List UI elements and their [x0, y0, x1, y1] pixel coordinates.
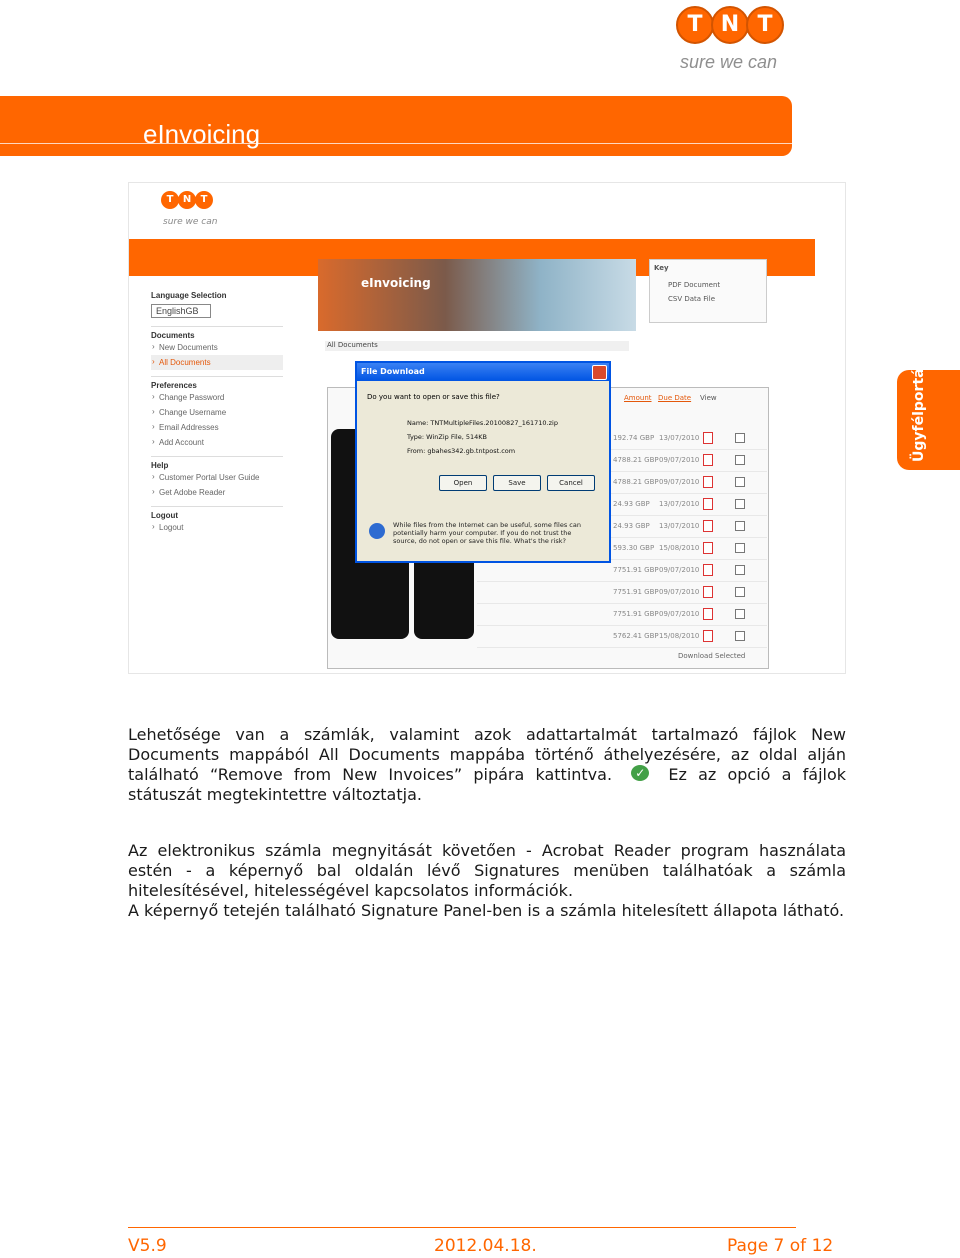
key-heading: Key	[654, 264, 669, 272]
all-documents-label: All Documents	[325, 341, 629, 351]
nav-item-change-username[interactable]: › Change Username	[151, 405, 283, 420]
row-amount-date: 7751.91 GBP	[613, 588, 659, 596]
row-due-date: 09/07/2010	[659, 478, 700, 486]
nav-item-logout[interactable]: › Logout	[151, 520, 283, 535]
dialog-file-from: From: gbahes342.gb.tntpost.com	[407, 447, 516, 455]
row-due-date: 09/07/2010	[659, 610, 700, 618]
footer-divider	[128, 1227, 796, 1228]
row-due-date: 09/07/2010	[659, 566, 700, 574]
row-amount-date: 7751.91 GBP	[613, 610, 659, 618]
pdf-icon[interactable]	[703, 498, 713, 510]
dialog-question: Do you want to open or save this file?	[367, 393, 500, 401]
file-download-dialog	[355, 361, 611, 563]
row-amount-date: 5762.41 GBP	[613, 632, 659, 640]
logo-letter: T	[676, 6, 714, 44]
row-checkbox[interactable]	[735, 455, 745, 465]
nav-item-user-guide[interactable]: › Customer Portal User Guide	[151, 470, 283, 485]
dialog-title: File Download	[357, 363, 609, 381]
nav-item-email-addresses[interactable]: › Email Addresses	[151, 420, 283, 435]
row-due-date: 13/07/2010	[659, 434, 700, 442]
screenshot-banner-title: eInvoicing	[361, 276, 431, 290]
close-icon[interactable]	[592, 365, 607, 380]
pdf-icon[interactable]	[703, 520, 713, 532]
row-due-date: 13/07/2010	[659, 522, 700, 530]
paragraph-remove-from-new	[128, 725, 846, 805]
nav-item-change-password[interactable]: › Change Password	[151, 390, 283, 405]
row-amount-date: 4788.21 GBP	[613, 456, 659, 464]
cancel-button[interactable]: Cancel	[547, 475, 595, 491]
row-due-date: 13/07/2010	[659, 500, 700, 508]
paragraph-text: Ez az opció a fájlok státuszát megtekintettre változtatja.	[128, 765, 847, 804]
nav-heading: Language Selection	[151, 291, 227, 300]
nav-item-adobe-reader[interactable]: › Get Adobe Reader	[151, 485, 283, 500]
row-due-date: 09/07/2010	[659, 456, 700, 464]
row-checkbox[interactable]	[735, 499, 745, 509]
logo-letter: T	[161, 191, 179, 209]
row-amount-date: 4788.21 GBP	[613, 478, 659, 486]
row-checkbox[interactable]	[735, 609, 745, 619]
row-checkbox[interactable]	[735, 587, 745, 597]
save-button[interactable]: Save	[493, 475, 541, 491]
screenshot-sidebar	[151, 287, 283, 535]
logo-letter: T	[195, 191, 213, 209]
pdf-icon[interactable]	[703, 476, 713, 488]
row-amount-date: 192.74 GBP	[613, 434, 655, 442]
embedded-screenshot	[128, 182, 846, 674]
footer-version: V5.9	[128, 1236, 167, 1256]
key-item-pdf: PDF Document	[668, 281, 721, 289]
row-due-date: 15/08/2010	[659, 632, 700, 640]
pdf-icon[interactable]	[703, 432, 713, 444]
nav-item-new-documents[interactable]: › New Documents	[151, 340, 283, 355]
header-band	[0, 96, 792, 156]
column-header-due-date[interactable]: Due Date	[658, 394, 692, 402]
pdf-icon[interactable]	[703, 542, 713, 554]
row-checkbox[interactable]	[735, 521, 745, 531]
pdf-icon[interactable]	[703, 608, 713, 620]
logo-letter: T	[746, 6, 784, 44]
row-amount-date: 24.93 GBP	[613, 500, 650, 508]
table-row	[477, 581, 767, 604]
dialog-warning: While files from the Internet can be useful, some files can potentially harm your computer. If you do not trust the source, do not open or save this file. What's the risk?	[393, 521, 581, 545]
dialog-file-type: Type: WinZip File, 514KB	[407, 433, 487, 441]
row-checkbox[interactable]	[735, 565, 745, 575]
row-amount-date: 593.30 GBP	[613, 544, 655, 552]
side-tab-label: Ügyfélportál	[911, 363, 927, 462]
language-select[interactable]: EnglishGB	[151, 304, 211, 318]
pdf-icon[interactable]	[703, 454, 713, 466]
nav-heading: Preferences	[151, 376, 283, 390]
side-tab[interactable]	[897, 363, 960, 470]
dialog-file-name: Name: TNTMultipleFiles.20100827_161710.zip	[407, 419, 558, 427]
pdf-icon[interactable]	[703, 630, 713, 642]
screenshot-banner-image	[318, 259, 636, 331]
checkmark-icon: ✓	[631, 765, 649, 781]
nav-heading: Logout	[151, 506, 283, 520]
row-due-date: 09/07/2010	[659, 588, 700, 596]
nav-item-all-documents[interactable]: › All Documents	[151, 355, 283, 370]
shield-icon	[369, 523, 385, 539]
row-due-date: 15/08/2010	[659, 544, 700, 552]
key-panel	[649, 259, 767, 323]
open-button[interactable]: Open	[439, 475, 487, 491]
paragraph-text: Az elektronikus számla megnyitását követően - Acrobat Reader program használata estén - a képernyő bal oldalán lévő Signatures menüben találhatóak a számla hitelesítésével, hitelességével kapcsolatos információk.	[128, 841, 846, 900]
footer-page-number: Page 7 of 12	[727, 1236, 834, 1256]
nav-item-add-account[interactable]: › Add Account	[151, 435, 283, 450]
table-row	[477, 625, 767, 648]
pdf-icon[interactable]	[703, 586, 713, 598]
screenshot-tnt-logo	[161, 191, 217, 217]
logo-letter: N	[178, 191, 196, 209]
key-item-csv: CSV Data File	[668, 295, 715, 303]
column-header-view: View	[700, 394, 717, 402]
row-amount-date: 24.93 GBP	[613, 522, 650, 530]
row-checkbox[interactable]	[735, 543, 745, 553]
row-checkbox[interactable]	[735, 631, 745, 641]
page-title: eInvoicing	[143, 119, 261, 149]
row-checkbox[interactable]	[735, 477, 745, 487]
row-amount-date: 7751.91 GBP	[613, 566, 659, 574]
header-divider	[0, 143, 792, 144]
paragraph-text: A képernyő tetején található Signature Panel-ben is a számla hitelesített állapota látható.	[128, 901, 845, 920]
paragraph-text: Lehetősége van a számlák, valamint azok adattartalmát tartalmazó fájlok New Documents mappából All Documents mappába történő áthelyezésére, az oldal alján található “Remove from New Invoices” pipára kattintva.	[128, 725, 846, 784]
nav-heading: Help	[151, 456, 283, 470]
tnt-logo	[676, 6, 784, 46]
logo-letter: N	[711, 6, 749, 44]
table-row	[477, 603, 767, 626]
column-header-amount[interactable]: Amount	[624, 394, 652, 402]
row-checkbox[interactable]	[735, 433, 745, 443]
logo-tagline: sure we can	[680, 52, 778, 72]
pdf-icon[interactable]	[703, 564, 713, 576]
nav-heading: Documents	[151, 326, 283, 340]
screenshot-tagline: sure we can	[163, 217, 218, 227]
download-selected-button[interactable]: Download Selected	[678, 652, 746, 660]
footer-date: 2012.04.18.	[434, 1236, 537, 1256]
paragraph-signatures	[128, 841, 846, 921]
